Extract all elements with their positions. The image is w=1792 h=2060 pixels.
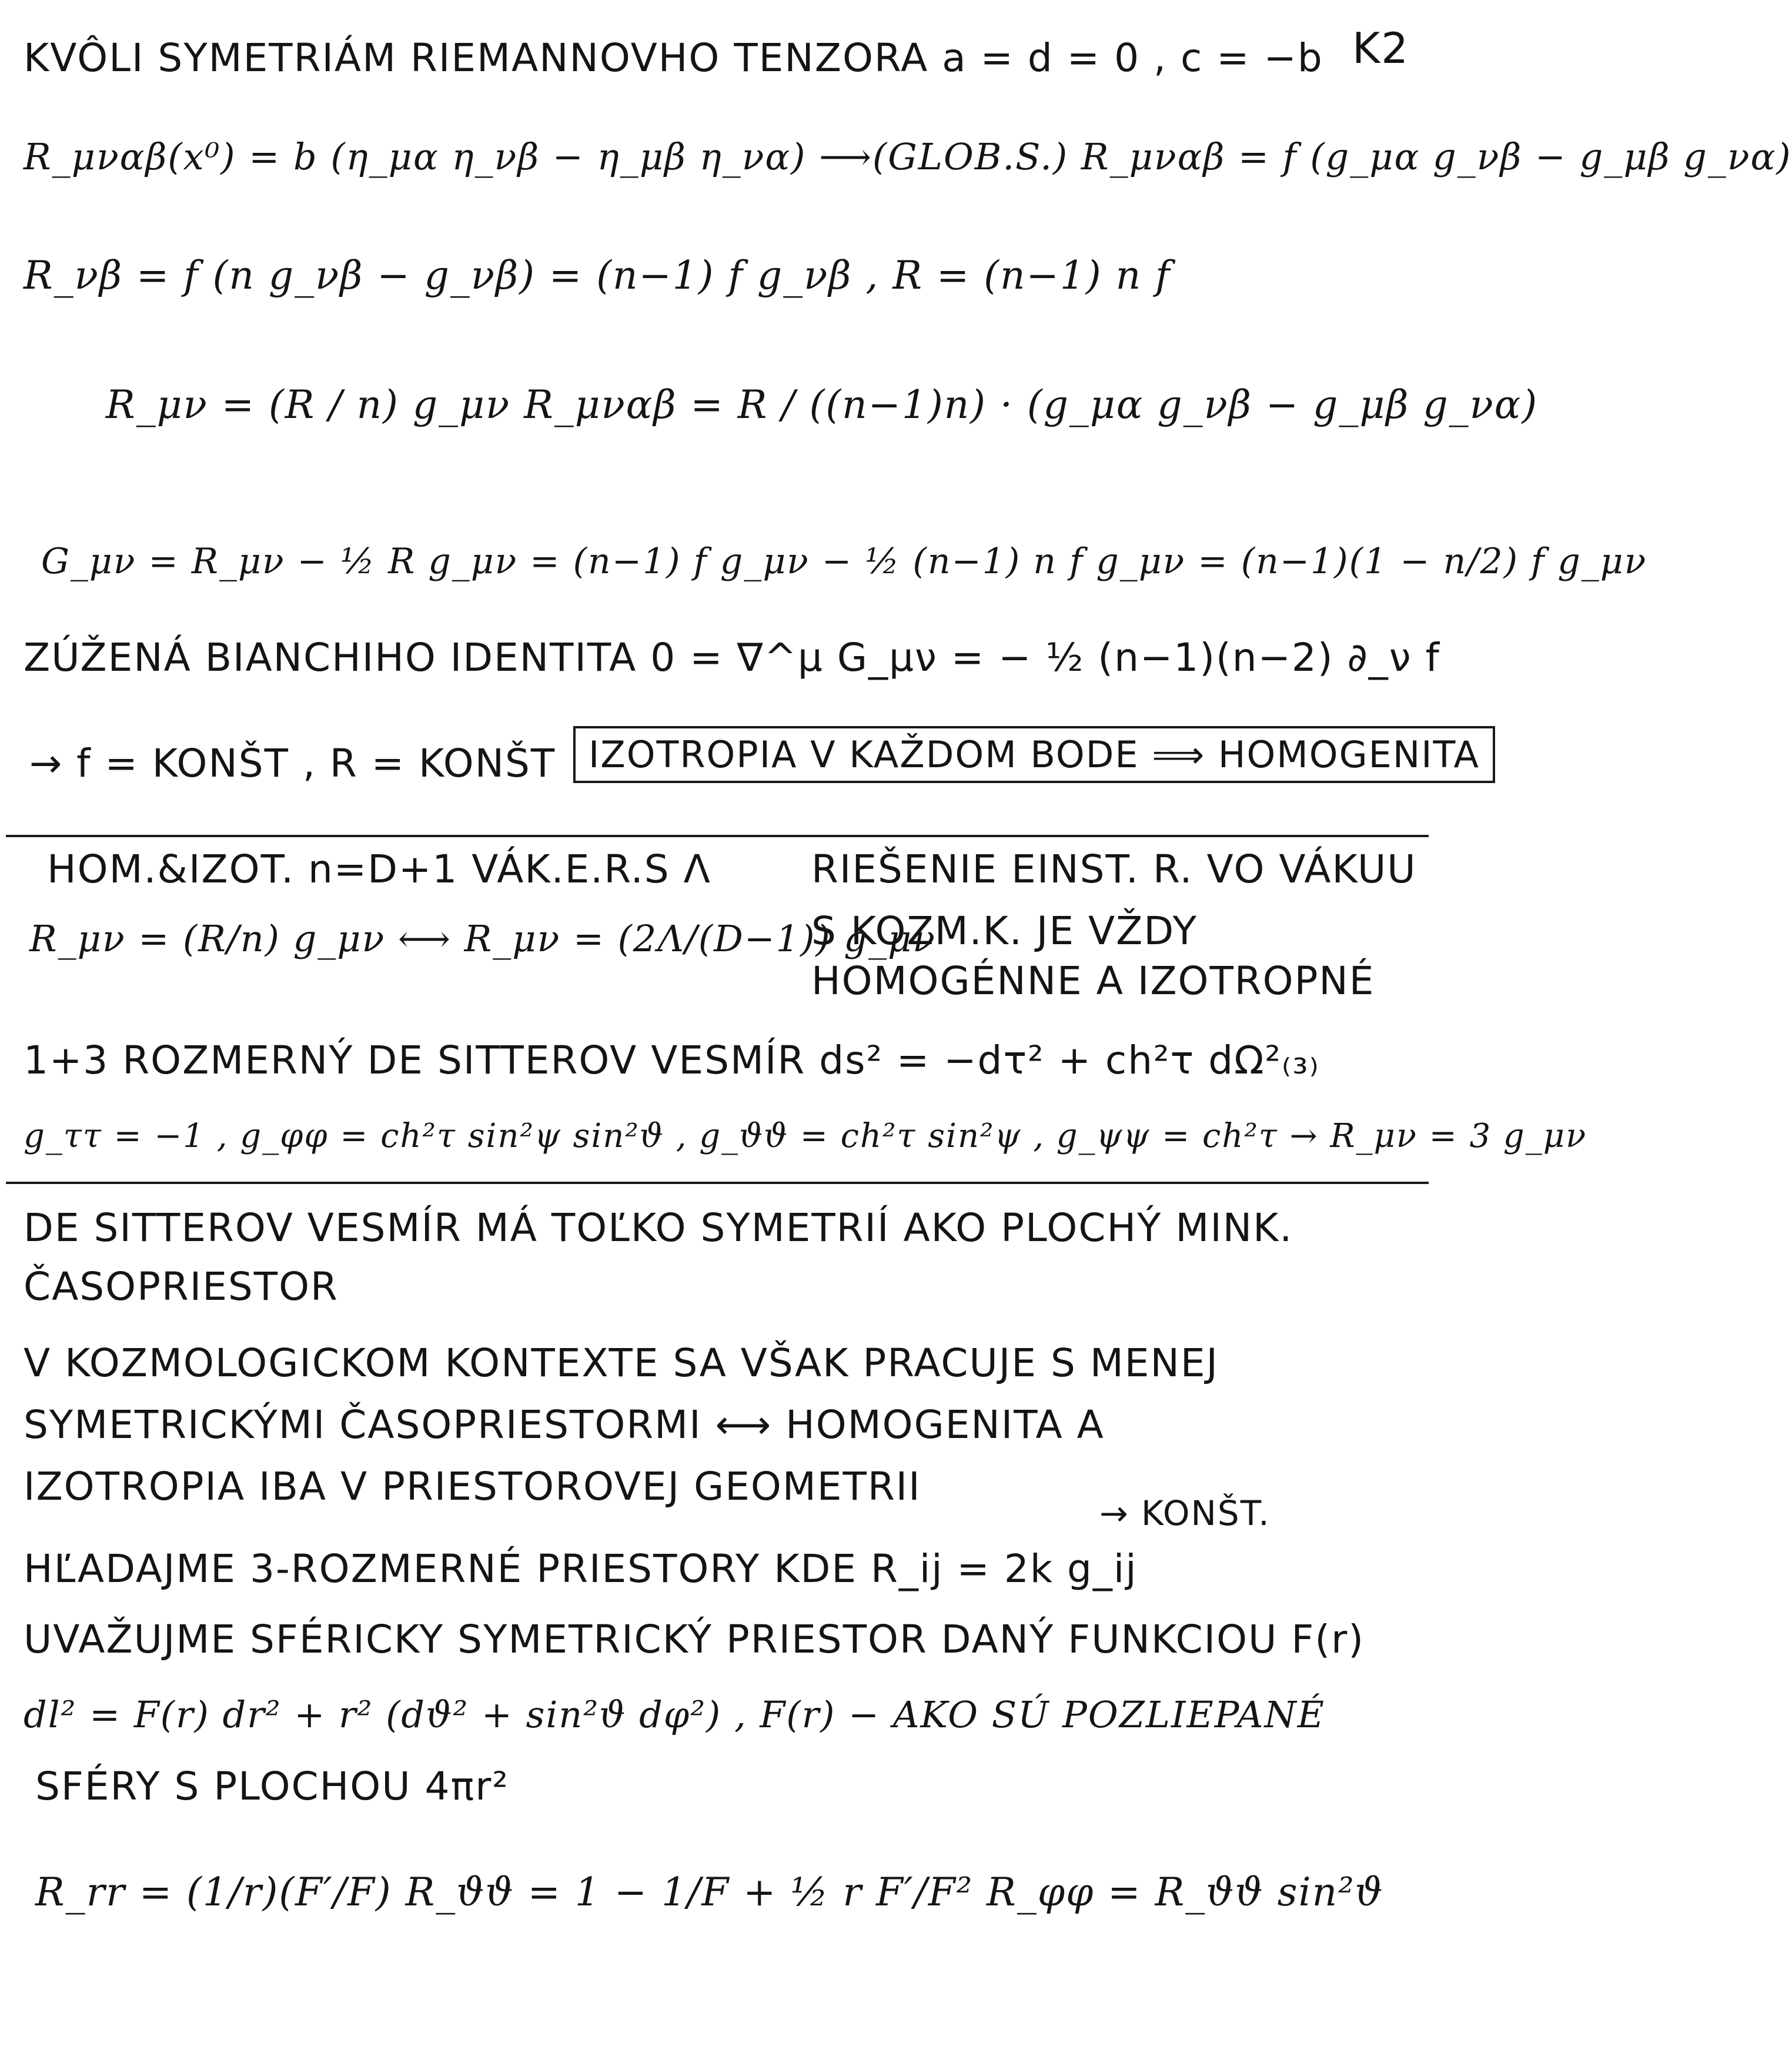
note-line-4: R_μν = (R / n) g_μν R_μναβ = R / ((n−1)n) · (g_μα g_νβ − g_μβ g_να) bbox=[106, 382, 1539, 427]
note-line-7: → f = KONŠT , R = KONŠT bbox=[29, 741, 556, 786]
note-line-2: R_μναβ(x⁰) = b (η_μα η_νβ − η_μβ η_να) ⟶(GLOB.S.) R_μναβ = f (g_μα g_νβ − g_μβ g_να) bbox=[24, 135, 1792, 178]
note-line-10: 1+3 ROZMERNÝ DE SITTEROV VESMÍR ds² = −dτ² + ch²τ dΩ²₍₃₎ bbox=[24, 1038, 1320, 1083]
note-line-18: HĽADAJME 3-ROZMERNÉ PRIESTORY KDE R_ij = 2k g_ij bbox=[24, 1546, 1138, 1591]
note-line-12: DE SITTEROV VESMÍR MÁ TOĽKO SYMETRIÍ AKO PLOCHÝ MINK. bbox=[24, 1205, 1293, 1250]
boxed-statement: IZOTROPIA V KAŽDOM BODE ⟹ HOMOGENITA bbox=[573, 726, 1495, 783]
note-line-22: R_rr = (1/r)(F′/F) R_ϑϑ = 1 − 1/F + ½ r F′/F² R_φφ = R_ϑϑ sin²ϑ bbox=[35, 1870, 1384, 1915]
note-line-15: SYMETRICKÝMI ČASOPRIESTORMI ⟷ HOMOGENITA A bbox=[24, 1402, 1105, 1447]
note-line-21: SFÉRY S PLOCHOU 4πr² bbox=[35, 1764, 509, 1809]
note-line-1: KVÔLI SYMETRIÁM RIEMANNOVHO TENZORA a = d = 0 , c = −b bbox=[24, 35, 1323, 81]
note-line-6: ZÚŽENÁ BIANCHIHO IDENTITA 0 = ∇^μ G_μν = − ½ (n−1)(n−2) ∂_ν f bbox=[24, 635, 1440, 680]
note-line-13: ČASOPRIESTOR bbox=[24, 1264, 339, 1309]
horizontal-rule bbox=[6, 1182, 1429, 1184]
note-line-14: V KOZMOLOGICKOM KONTEXTE SA VŠAK PRACUJE S MENEJ bbox=[24, 1340, 1219, 1386]
right-note-2: S KOZM.K. JE VŽDY bbox=[811, 908, 1198, 954]
right-note-1: RIEŠENIE EINST. R. VO VÁKUU bbox=[811, 847, 1417, 892]
note-line-19: UVAŽUJME SFÉRICKY SYMETRICKÝ PRIESTOR DANÝ FUNKCIOU F(r) bbox=[24, 1617, 1365, 1662]
note-line-11: g_ττ = −1 , g_φφ = ch²τ sin²ψ sin²ϑ , g_ϑϑ = ch²τ sin²ψ , g_ψψ = ch²τ → R_μν = 3 g_μν bbox=[24, 1117, 1587, 1155]
note-line-5: G_μν = R_μν − ½ R g_μν = (n−1) f g_μν − ½ (n−1) n f g_μν = (n−1)(1 − n/2) f g_μν bbox=[41, 541, 1647, 582]
note-line-20: dl² = F(r) dr² + r² (dϑ² + sin²ϑ dφ²) , F(r) − AKO SÚ POZLIEPANÉ bbox=[24, 1693, 1326, 1736]
note-line-3: R_νβ = f (n g_νβ − g_νβ) = (n−1) f g_νβ , R = (n−1) n f bbox=[24, 253, 1171, 298]
right-note-3: HOMOGÉNNE A IZOTROPNÉ bbox=[811, 958, 1375, 1004]
horizontal-rule bbox=[6, 835, 1429, 837]
note-line-9: R_μν = (R/n) g_μν ⟷ R_μν = (2Λ/(D−1)) g_μν bbox=[29, 917, 936, 960]
note-line-16: IZOTROPIA IBA V PRIESTOROVEJ GEOMETRII bbox=[24, 1464, 921, 1509]
note-line-8: HOM.&IZOT. n=D+1 VÁK.E.R.S Λ bbox=[47, 847, 711, 892]
page-tag: K2 bbox=[1352, 24, 1410, 73]
note-line-17: → KONŠT. bbox=[1099, 1493, 1271, 1533]
